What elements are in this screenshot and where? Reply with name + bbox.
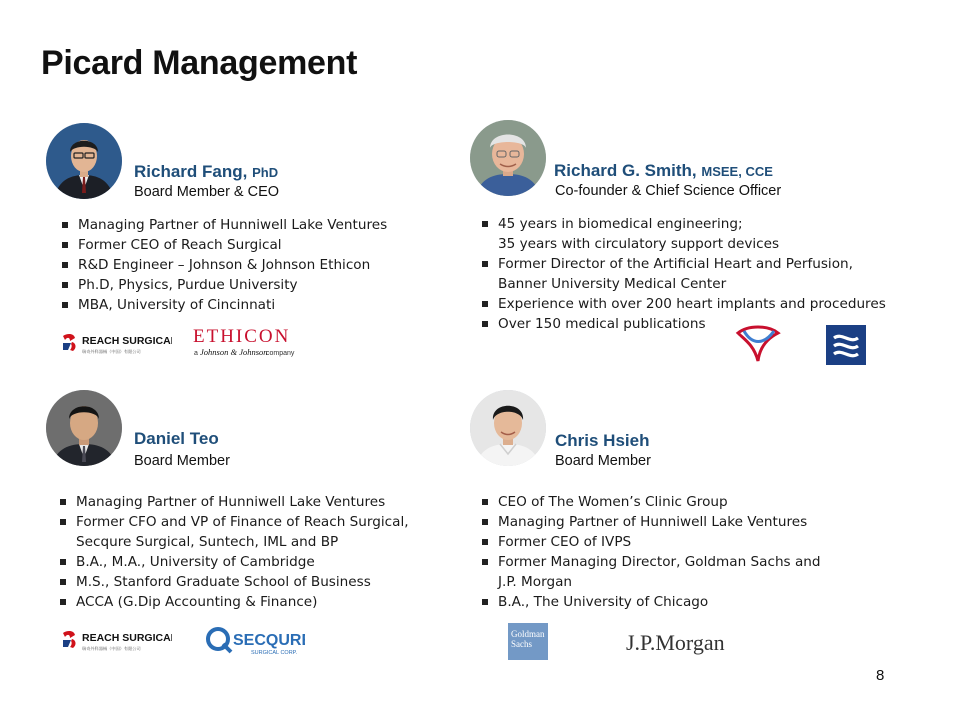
svg-text:a: a xyxy=(194,350,198,357)
bullet-item: Over 150 medical publications xyxy=(481,314,886,334)
bullet-item: 35 years with circulatory support devices xyxy=(498,236,780,252)
bullet-item: CEO of The Women’s Clinic Group xyxy=(481,492,821,512)
person-role: Board Member xyxy=(134,453,230,469)
bullet-item: R&D Engineer – Johnson & Johnson Ethicon xyxy=(61,255,387,275)
bullet-item: ACCA (G.Dip Accounting & Finance) xyxy=(59,592,409,612)
page-title: Picard Management xyxy=(41,44,358,82)
avatar-chris-hsieh xyxy=(470,390,546,466)
person-bullets xyxy=(481,492,821,612)
person-role: Board Member & CEO xyxy=(134,184,280,200)
bullet-item: Secqure Surgical, Suntech, IML and BP xyxy=(76,534,339,550)
avatar-richard-fang xyxy=(46,123,122,199)
svg-text:Sachs: Sachs xyxy=(511,639,532,649)
jp-morgan-logo xyxy=(624,628,734,658)
bullet-item: J.P. Morgan xyxy=(498,574,573,590)
bullet-item: Managing Partner of Hunniwell Lake Ventures xyxy=(61,215,387,235)
bullet-item: MBA, University of Cincinnati xyxy=(61,295,387,315)
avatar-daniel-teo xyxy=(46,390,122,466)
avatar-richard-smith xyxy=(470,120,546,196)
bullet-item: Banner University Medical Center xyxy=(498,276,727,292)
svg-text:瑞奇外科器械（中国）有限公司: 瑞奇外科器械（中国）有限公司 xyxy=(82,646,141,651)
bullet-item: M.S., Stanford Graduate School of Business xyxy=(59,572,409,592)
svg-text:Johnson & Johnson: Johnson & Johnson xyxy=(200,347,268,357)
svg-text:J.P.Morgan: J.P.Morgan xyxy=(626,630,725,655)
page-number: 8 xyxy=(876,667,885,684)
bullet-item: Former CEO of Reach Surgical xyxy=(61,235,387,255)
bullet-item: Former Managing Director, Goldman Sachs and xyxy=(481,552,821,572)
bullet-item: Former CEO of IVPS xyxy=(481,532,821,552)
svg-text:REACH SURGICAL: REACH SURGICAL xyxy=(82,335,172,347)
bullet-item: 45 years in biomedical engineering; xyxy=(481,214,886,234)
ethicon-logo xyxy=(190,324,302,360)
person-name: Daniel Teo xyxy=(134,429,219,448)
bullet-item: Experience with over 200 heart implants and procedures xyxy=(481,294,886,314)
person-name: Chris Hsieh xyxy=(555,431,650,450)
bullet-item: Former CFO and VP of Finance of Reach Surgical, xyxy=(59,512,409,532)
heart-ribbon-logo xyxy=(734,323,782,365)
bullet-item: B.A., M.A., University of Cambridge xyxy=(59,552,409,572)
secqure-surgical-logo xyxy=(203,624,305,658)
svg-text:瑞奇外科器械（中国）有限公司: 瑞奇外科器械（中国）有限公司 xyxy=(82,349,141,354)
banner-health-logo xyxy=(826,325,866,365)
bullet-item: Managing Partner of Hunniwell Lake Ventures xyxy=(59,492,409,512)
svg-text:ETHICON: ETHICON xyxy=(193,326,291,347)
reach-surgical-logo xyxy=(60,330,172,358)
svg-text:SURGICAL CORP.: SURGICAL CORP. xyxy=(251,650,298,656)
person-bullets xyxy=(59,492,409,612)
person-role: Co-founder & Chief Science Officer xyxy=(555,183,782,199)
bullet-item: Former Director of the Artificial Heart and Perfusion, xyxy=(481,254,886,274)
svg-text:Goldman: Goldman xyxy=(511,629,545,639)
person-name: Richard G. Smith, MSEE, CCE xyxy=(554,161,773,180)
person-bullets xyxy=(481,214,886,334)
svg-text:SECQURE: SECQURE xyxy=(233,632,305,649)
bullet-item: B.A., The University of Chicago xyxy=(481,592,821,612)
svg-text:company: company xyxy=(266,350,295,357)
person-name: Richard Fang, PhD xyxy=(134,162,279,181)
person-role: Board Member xyxy=(555,453,651,469)
svg-text:REACH SURGICAL: REACH SURGICAL xyxy=(82,632,172,644)
person-bullets xyxy=(61,215,387,315)
goldman-sachs-logo xyxy=(508,623,548,660)
bullet-item: Managing Partner of Hunniwell Lake Ventures xyxy=(481,512,821,532)
bullet-item: Ph.D, Physics, Purdue University xyxy=(61,275,387,295)
reach-surgical-logo xyxy=(60,627,172,655)
